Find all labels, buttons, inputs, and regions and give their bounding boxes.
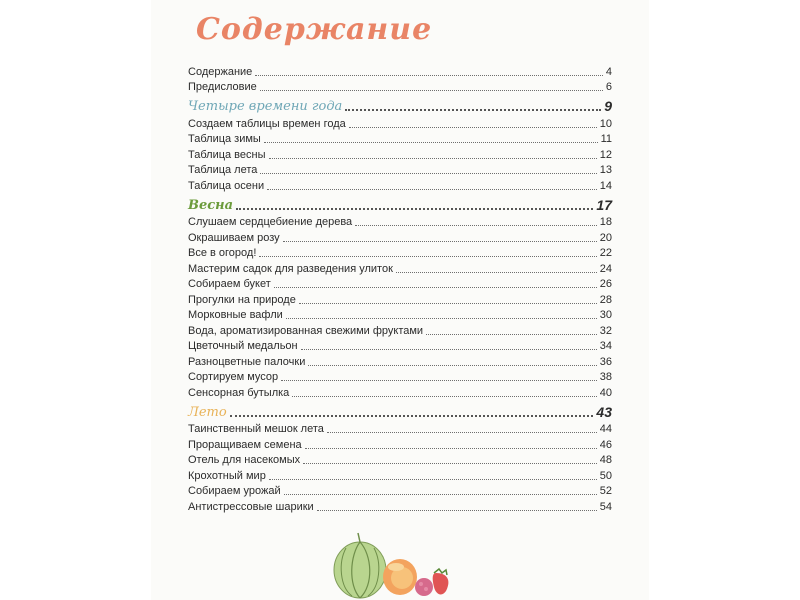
toc-entry-label: Таблица зимы [188,133,261,145]
toc-entry-page: 34 [599,340,612,352]
toc-entry-page: 4 [605,65,612,78]
toc-section-heading[interactable] [188,194,612,213]
toc-entry-label: Крохотный мир [188,469,266,482]
toc-entry-label: Разноцветные палочки [188,355,306,368]
toc-entry-label: Проращиваем семена [188,438,302,451]
dot-leader [355,225,597,226]
toc-entry-label: Таблица лета [188,164,258,176]
dot-leader [317,510,597,511]
toc-entry-page: 17 [596,196,612,213]
toc-entry-page: 44 [599,423,612,435]
toc-entry-label: Вода, ароматизированная свежими фруктами [188,324,424,337]
toc-entry-label: Антистрессовые шарики [188,500,314,513]
table-of-contents [188,63,612,514]
dot-leader [303,463,597,464]
toc-entry[interactable] [188,452,612,468]
dot-leader [230,415,594,417]
dot-leader [236,208,593,210]
page-title: Содержание [196,12,433,47]
dot-leader [299,303,597,304]
toc-entry-label: Сенсорная бутылка [188,386,290,399]
toc-entry[interactable] [188,307,612,323]
toc-entry-page: 54 [599,500,612,513]
toc-entry[interactable] [188,498,612,514]
toc-entry-page: 22 [599,247,612,259]
toc-entry-page: 20 [599,231,612,244]
toc-entry[interactable] [188,369,612,385]
dot-leader [264,142,598,143]
toc-entry-label: Предисловие [188,81,257,93]
toc-entry-page: 9 [604,98,612,114]
toc-entry-label: Таблица осени [188,179,265,192]
toc-entry-label: Мастерим садок для разведения улиток [188,262,393,275]
dot-leader [269,158,597,159]
toc-entry-label: Создаем таблицы времен года [188,117,346,130]
toc-entry-label: Морковные вафли [188,309,283,321]
toc-entry-label: Собираем букет [188,278,271,290]
toc-entry-label: Четыре времени года [188,99,343,114]
dot-leader [284,494,597,495]
toc-entry-page: 38 [599,371,612,383]
toc-entry-label: Все в огород! [188,247,257,259]
dot-leader [305,448,597,449]
toc-entry-page: 6 [605,81,612,93]
toc-entry-page: 50 [599,469,612,482]
toc-entry[interactable] [188,229,612,245]
toc-section-heading[interactable] [188,95,612,114]
toc-entry-page: 36 [599,355,612,368]
toc-section-heading[interactable] [188,401,612,420]
toc-entry[interactable] [188,483,612,499]
toc-entry[interactable] [188,162,612,178]
toc-entry[interactable] [188,384,612,400]
dot-leader [426,334,597,335]
dot-leader [292,396,596,397]
dot-leader [281,380,597,381]
toc-entry-label: Содержание [188,65,253,78]
dot-leader [267,189,597,190]
toc-entry-page: 18 [599,216,612,228]
dot-leader [308,365,596,366]
toc-entry-page: 40 [599,386,612,399]
dot-leader [260,90,603,91]
toc-entry[interactable] [188,146,612,162]
toc-entry-label: Отель для насекомых [188,454,301,466]
dot-leader [349,127,597,128]
toc-entry-label: Таблица весны [188,148,266,161]
dot-leader [260,173,596,174]
toc-entry-label: Таинственный мешок лета [188,423,324,435]
dot-leader [255,75,603,76]
toc-entry-label: Окрашиваем розу [188,231,280,244]
toc-entry[interactable] [188,276,612,292]
toc-entry[interactable] [188,63,612,79]
toc-entry-page: 48 [599,454,612,466]
toc-entry[interactable] [188,353,612,369]
toc-entry-page: 30 [599,309,612,321]
toc-entry-page: 14 [599,179,612,192]
toc-entry-label: Сортируем мусор [188,371,279,383]
dot-leader [396,272,597,273]
toc-entry-page: 28 [599,293,612,306]
toc-entry[interactable] [188,79,612,95]
dot-leader [286,318,597,319]
toc-entry-page: 24 [599,262,612,275]
toc-entry[interactable] [188,115,612,131]
toc-entry-label: Цветочный медальон [188,340,298,352]
toc-entry-label: Лето [188,404,227,420]
toc-entry-label: Собираем урожай [188,485,281,497]
toc-entry[interactable] [188,245,612,261]
toc-entry-page: 43 [596,403,612,420]
dot-leader [269,479,597,480]
toc-entry[interactable] [188,177,612,193]
toc-entry[interactable] [188,436,612,452]
toc-entry[interactable] [188,131,612,147]
toc-entry[interactable] [188,291,612,307]
toc-entry-page: 32 [599,324,612,337]
toc-entry[interactable] [188,421,612,437]
toc-entry-page: 13 [599,164,612,176]
toc-entry[interactable] [188,322,612,338]
dot-leader [259,256,596,257]
toc-entry[interactable] [188,338,612,354]
dot-leader [301,349,597,350]
toc-entry-label: Весна [188,197,234,213]
dot-leader [274,287,597,288]
dot-leader [327,432,597,433]
toc-entry[interactable] [188,214,612,230]
toc-entry-page: 12 [599,148,612,161]
toc-entry-page: 10 [599,117,612,130]
watercolor-fruits-icon [320,515,460,600]
toc-entry-page: 11 [600,133,612,145]
toc-entry-label: Прогулки на природе [188,293,296,306]
toc-entry-page: 46 [599,438,612,451]
dot-leader [345,109,601,111]
toc-entry-page: 52 [599,485,612,497]
toc-entry-label: Слушаем сердцебиение дерева [188,216,353,228]
toc-entry[interactable] [188,467,612,483]
toc-entry[interactable] [188,260,612,276]
toc-entry-page: 26 [599,278,612,290]
dot-leader [283,241,597,242]
